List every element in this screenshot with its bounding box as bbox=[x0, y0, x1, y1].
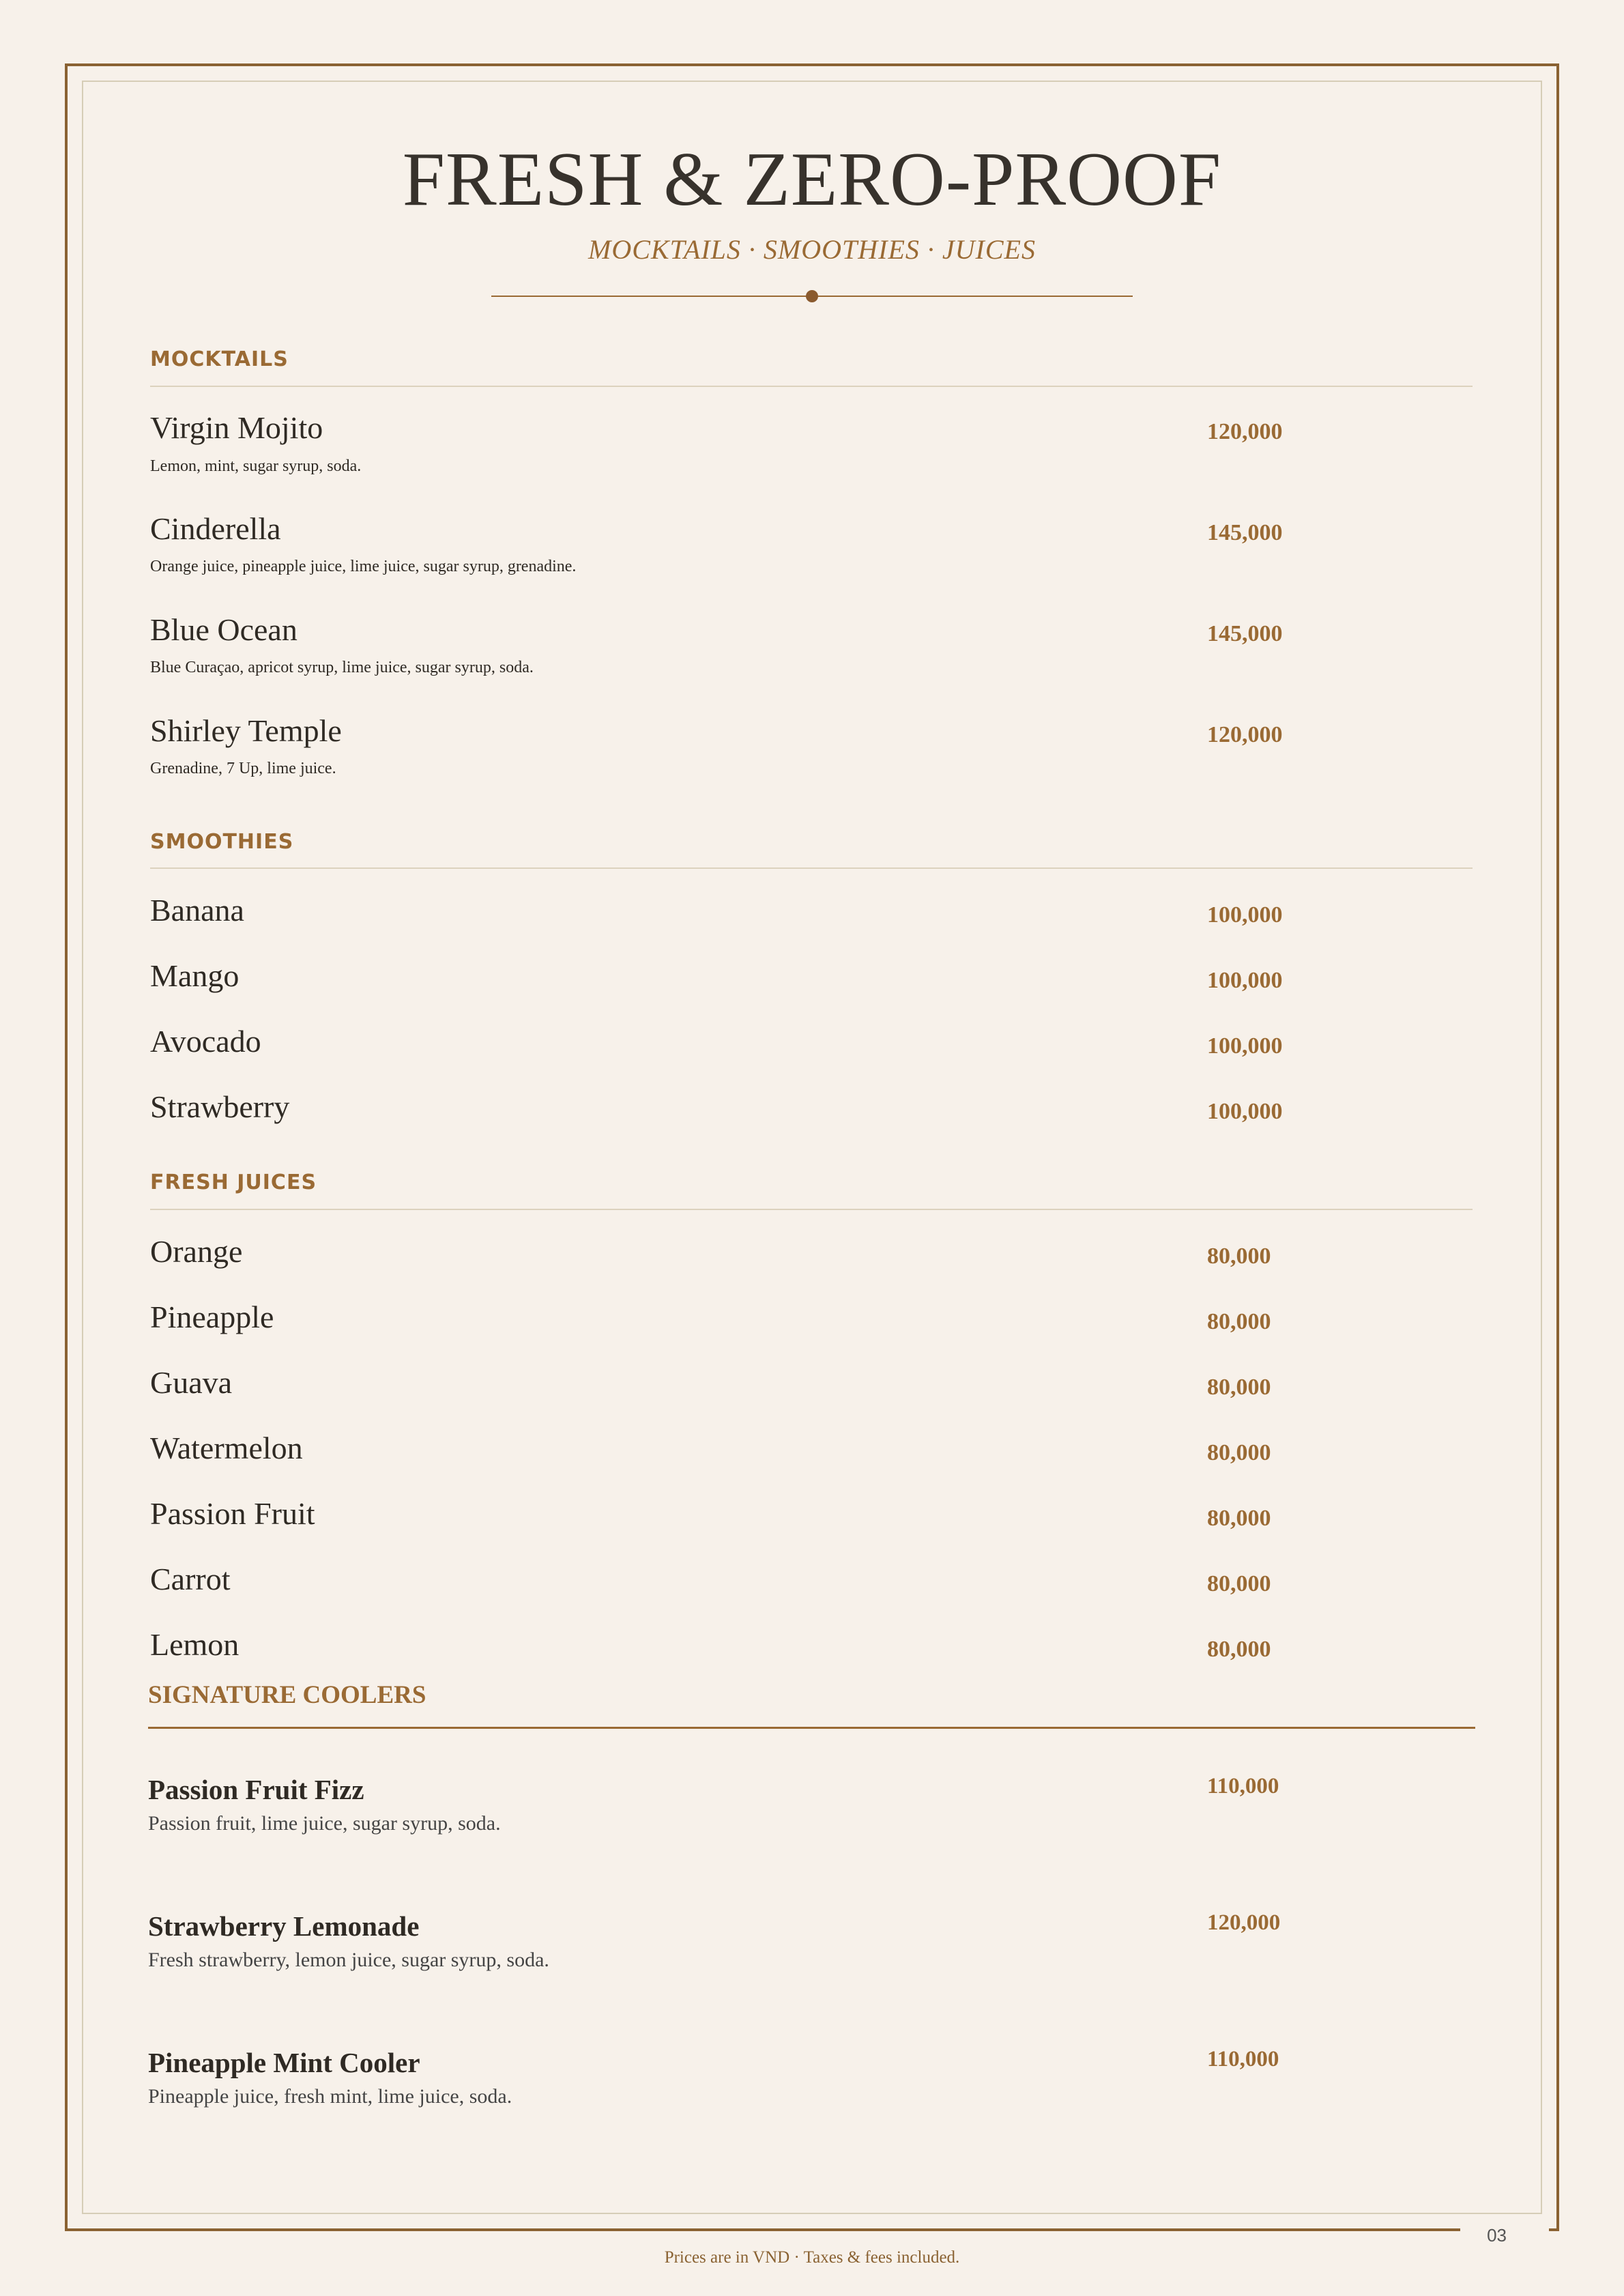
page-border-inner bbox=[82, 81, 1542, 2214]
menu-item-name: Pineapple bbox=[150, 1300, 274, 1334]
page-title: FRESH & ZERO-PROOF bbox=[402, 137, 1222, 222]
menu-item-name: Blue Ocean bbox=[150, 612, 298, 647]
menu-item-price: 145,000 bbox=[1207, 621, 1283, 646]
menu-item-price: 120,000 bbox=[1207, 722, 1283, 747]
footer-note: Prices are in VND · Taxes & fees included. bbox=[664, 2248, 960, 2267]
section-title-mocktails: MOCKTAILS bbox=[150, 347, 289, 371]
menu-item-name: Lemon bbox=[150, 1627, 240, 1662]
menu-item-description: Pineapple juice, fresh mint, lime juice, soda. bbox=[148, 2085, 512, 2108]
menu-item-name: Watermelon bbox=[150, 1431, 303, 1465]
section-title-smoothies: SMOOTHIES bbox=[150, 830, 294, 854]
section-rule bbox=[150, 386, 1473, 387]
section-rule bbox=[150, 1209, 1473, 1210]
menu-item-description: Fresh strawberry, lemon juice, sugar syrup, soda. bbox=[148, 1949, 549, 1971]
menu-item-price: 80,000 bbox=[1207, 1571, 1271, 1596]
menu-item-name: Mango bbox=[150, 958, 240, 993]
menu-item-description: Passion fruit, lime juice, sugar syrup, soda. bbox=[148, 1812, 501, 1835]
section-title-coolers: SIGNATURE COOLERS bbox=[148, 1681, 426, 1709]
menu-item-description: Blue Curaçao, apricot syrup, lime juice, sugar syrup, soda. bbox=[150, 659, 534, 676]
menu-item-name: Strawberry Lemonade bbox=[148, 1910, 420, 1942]
menu-item-name: Orange bbox=[150, 1234, 243, 1269]
menu-item-description: Lemon, mint, sugar syrup, soda. bbox=[150, 457, 362, 475]
divider-ornament bbox=[806, 290, 818, 302]
menu-item-name: Cinderella bbox=[150, 511, 281, 546]
section-rule bbox=[148, 1727, 1475, 1729]
menu-item-name: Shirley Temple bbox=[150, 713, 342, 748]
menu-item-name: Virgin Mojito bbox=[150, 410, 323, 445]
menu-item-price: 110,000 bbox=[1207, 1774, 1279, 1798]
menu-item-price: 80,000 bbox=[1207, 1440, 1271, 1465]
menu-item-price: 100,000 bbox=[1207, 1099, 1283, 1124]
menu-item-description: Grenadine, 7 Up, lime juice. bbox=[150, 760, 336, 777]
menu-item-price: 80,000 bbox=[1207, 1375, 1271, 1400]
menu-item-price: 80,000 bbox=[1207, 1637, 1271, 1662]
section-title-juices: FRESH JUICES bbox=[150, 1171, 317, 1194]
menu-item-price: 80,000 bbox=[1207, 1244, 1271, 1269]
menu-item-price: 100,000 bbox=[1207, 1033, 1283, 1059]
menu-item-name: Banana bbox=[150, 893, 244, 928]
menu-item-name: Carrot bbox=[150, 1562, 231, 1596]
section-rule bbox=[150, 867, 1473, 869]
menu-item-price: 120,000 bbox=[1207, 419, 1283, 444]
page-subtitle: MOCKTAILS · SMOOTHIES · JUICES bbox=[588, 234, 1036, 265]
page-number: 03 bbox=[1460, 2222, 1549, 2249]
menu-item-price: 80,000 bbox=[1207, 1309, 1271, 1334]
menu-item-description: Orange juice, pineapple juice, lime juice, sugar syrup, grenadine. bbox=[150, 558, 577, 575]
menu-item-name: Passion Fruit bbox=[150, 1496, 315, 1531]
menu-item-price: 80,000 bbox=[1207, 1506, 1271, 1531]
menu-item-price: 100,000 bbox=[1207, 902, 1283, 928]
menu-item-name: Strawberry bbox=[150, 1089, 290, 1124]
menu-item-name: Pineapple Mint Cooler bbox=[148, 2047, 420, 2078]
menu-item-name: Guava bbox=[150, 1365, 233, 1400]
menu-item-price: 145,000 bbox=[1207, 520, 1283, 545]
menu-item-price: 110,000 bbox=[1207, 2047, 1279, 2071]
menu-item-price: 100,000 bbox=[1207, 968, 1283, 993]
menu-item-name: Avocado bbox=[150, 1024, 261, 1059]
menu-item-name: Passion Fruit Fizz bbox=[148, 1774, 364, 1805]
menu-item-price: 120,000 bbox=[1207, 1910, 1281, 1935]
